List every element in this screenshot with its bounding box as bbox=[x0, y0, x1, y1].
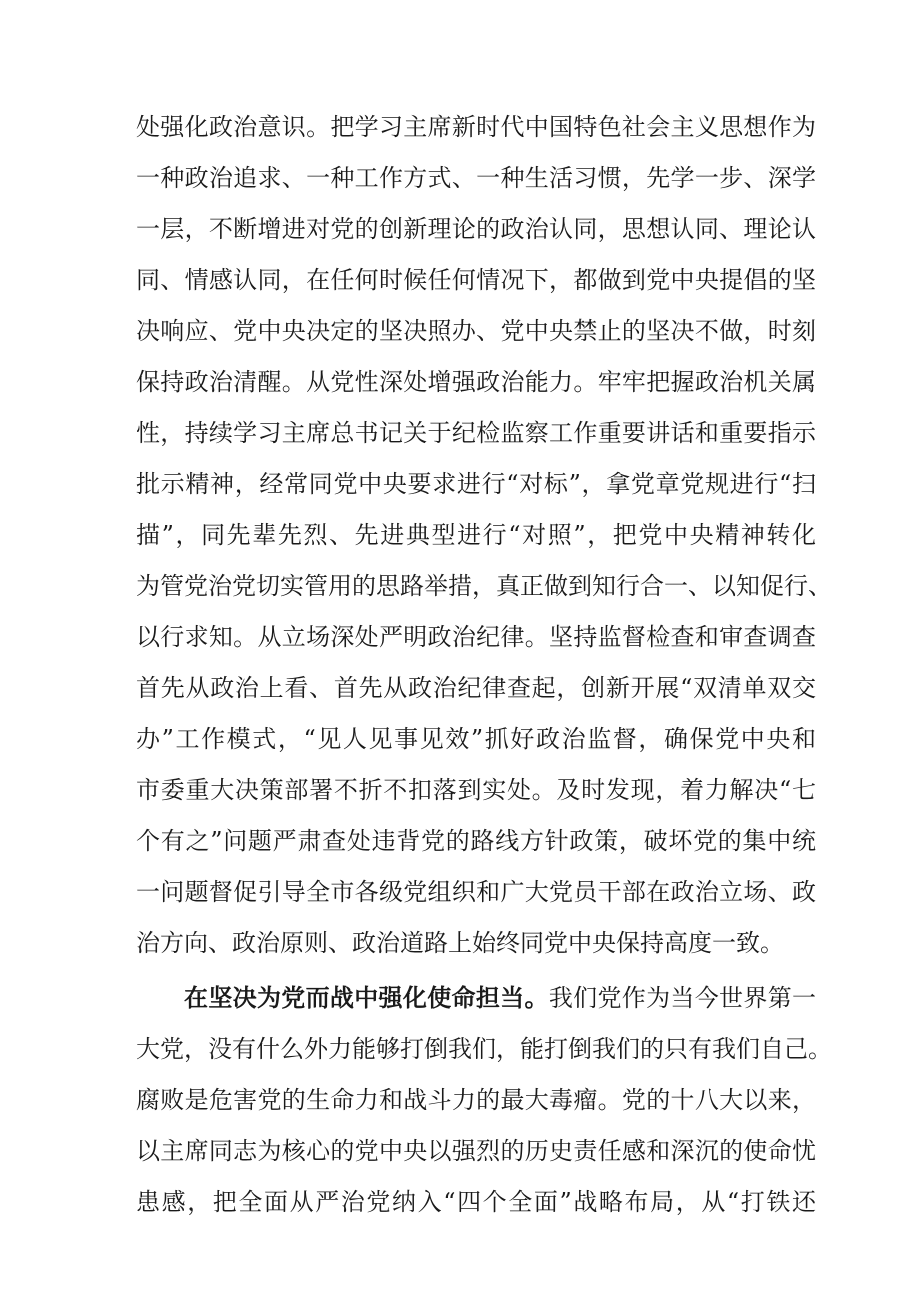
paragraph-line: 办”工作模式，“见人见事见效”抓好政治监督，确保党中央和 bbox=[136, 725, 816, 753]
paragraph-line: 保持政治清醒。从党性深处增强政治能力。牢牢把握政治机关属 bbox=[136, 368, 816, 396]
paragraph-first-line-text: 我们党作为当今世界第一 bbox=[548, 984, 817, 1012]
paragraph-line: 性，持续学习主席总书记关于纪检监察工作重要讲话和重要指示 bbox=[136, 419, 816, 447]
paragraph-line: 以主席同志为核心的党中央以强烈的历史责任感和深沉的使命忧 bbox=[136, 1137, 816, 1165]
paragraph-line: 患感，把全面从严治党纳入“四个全面”战略布局，从“打铁还 bbox=[136, 1188, 816, 1216]
paragraph-heading: 在坚决为党而战中强化使命担当。 bbox=[184, 983, 549, 1012]
paragraph-line: 为管党治党切实管用的思路举措，真正做到知行合一、以知促行、 bbox=[136, 572, 832, 600]
paragraph-line: 首先从政治上看、首先从政治纪律查起，创新开展“双清单双交 bbox=[136, 674, 816, 702]
paragraph-line: 一层，不断增进对党的创新理论的政治认同，思想认同、理论认 bbox=[136, 215, 816, 243]
paragraph-line: 描”，同先辈先烈、先进典型进行“对照”，把党中央精神转化 bbox=[136, 521, 816, 549]
paragraph-line: 大党，没有什么外力能够打倒我们，能打倒我们的只有我们自己。 bbox=[136, 1035, 832, 1063]
paragraph-line: 同、情感认同，在任何时候任何情况下，都做到党中央提倡的坚 bbox=[136, 266, 816, 294]
paragraph-line: 以行求知。从立场深处严明政治纪律。坚持监督检查和审查调查 bbox=[136, 623, 816, 651]
paragraph-line: 一种政治追求、一种工作方式、一种生活习惯，先学一步、深学 bbox=[136, 164, 816, 192]
paragraph-line: 治方向、政治原则、政治道路上始终同党中央保持高度一致。 bbox=[136, 929, 784, 957]
paragraph-line: 处强化政治意识。把学习主席新时代中国特色社会主义思想作为 bbox=[136, 113, 816, 141]
paragraph-line: 决响应、党中央决定的坚决照办、党中央禁止的坚决不做，时刻 bbox=[136, 317, 816, 345]
paragraph-line: 个有之”问题严肃查处违背党的路线方针政策，破坏党的集中统 bbox=[136, 827, 816, 855]
paragraph-line: 腐败是危害党的生命力和战斗力的最大毒瘤。党的十八大以来， bbox=[136, 1086, 816, 1114]
paragraph-line: 市委重大决策部署不折不扣落到实处。及时发现，着力解决“七 bbox=[136, 776, 816, 804]
paragraph-line: 批示精神，经常同党中央要求进行“对标”，拿党章党规进行“扫 bbox=[136, 470, 816, 498]
paragraph-line: 一问题督促引导全市各级党组织和广大党员干部在政治立场、政 bbox=[136, 878, 816, 906]
paragraph-first-line bbox=[184, 983, 816, 1013]
